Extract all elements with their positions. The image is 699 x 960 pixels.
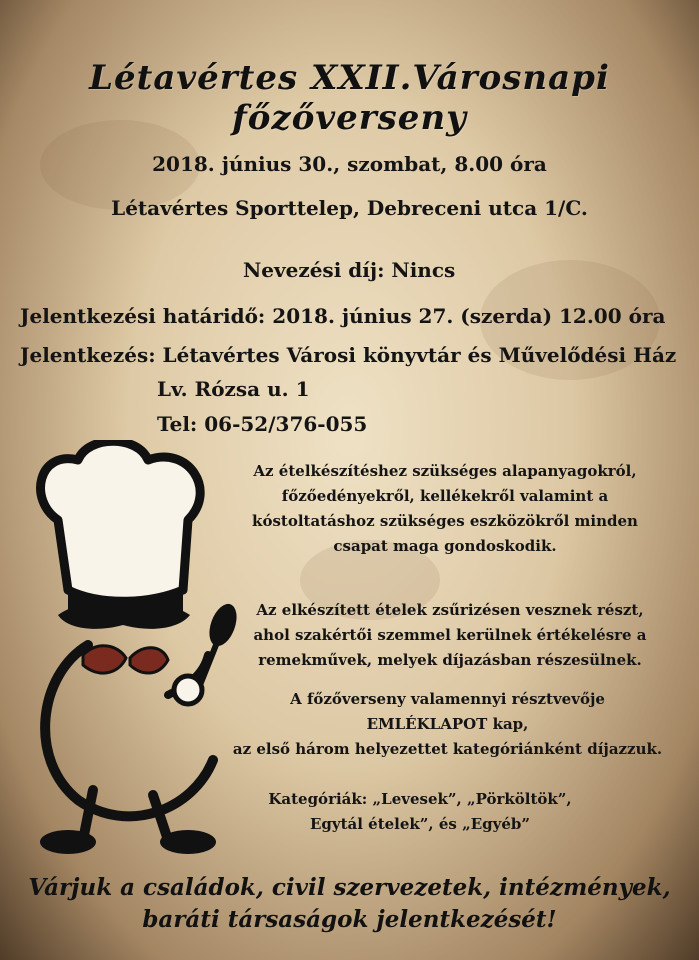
paragraph-line: kóstoltatáshoz szükséges eszközökről minden	[252, 512, 638, 530]
paragraph-line: EMLÉKLAPOT kap,	[366, 715, 529, 733]
paragraph-line: A főzőverseny valamennyi résztvevője	[290, 690, 605, 708]
paragraph-line: remekművek, melyek díjazásban részesülnek.	[258, 651, 642, 669]
judging-paragraph	[220, 598, 680, 673]
event-location: Létavértes Sporttelep, Debreceni utca 1/C.	[111, 196, 588, 220]
closing-invitation	[0, 872, 699, 936]
awards-paragraph	[200, 687, 695, 762]
registration-address: Lv. Rózsa u. 1	[157, 377, 310, 401]
paragraph-line: Az elkészített ételek zsűrizésen vesznek részt,	[256, 601, 644, 619]
paragraph-line: ahol szakértői szemmel kerülnek értékelésre a	[253, 626, 647, 644]
entry-fee: Nevezési díj: Nincs	[243, 258, 456, 282]
ingredients-paragraph	[225, 459, 665, 559]
paragraph-line: Egytál ételek”, és „Egyéb”	[309, 815, 531, 833]
registration-place: Jelentkezés: Létavértes Városi könyvtár és Művelődési Ház	[20, 343, 677, 367]
registration-deadline: Jelentkezési határidő: 2018. június 27. (szerda) 12.00 óra	[20, 304, 666, 328]
categories-paragraph	[200, 787, 640, 837]
paragraph-line: főzőedényekről, kellékekről valamint a	[281, 487, 609, 505]
paragraph-line: Kategóriák: „Levesek”, „Pörköltök”,	[268, 790, 572, 808]
paragraph-line: csapat maga gondoskodik.	[333, 537, 557, 555]
registration-phone: Tel: 06-52/376-055	[157, 412, 368, 436]
closing-line: baráti társaságok jelentkezését!	[142, 906, 557, 933]
poster-title: Létavértes XXII.Városnapi főzőverseny	[89, 58, 610, 138]
paragraph-line: Az ételkészítéshez szükséges alapanyagokról,	[253, 462, 637, 480]
paragraph-line: az első három helyezettet kategóriánként díjazzuk.	[232, 740, 663, 758]
closing-line: Várjuk a családok, civil szervezetek, intézmények,	[28, 874, 671, 901]
chef-with-spoon-icon	[18, 440, 238, 860]
event-date: 2018. június 30., szombat, 8.00 óra	[152, 152, 547, 176]
